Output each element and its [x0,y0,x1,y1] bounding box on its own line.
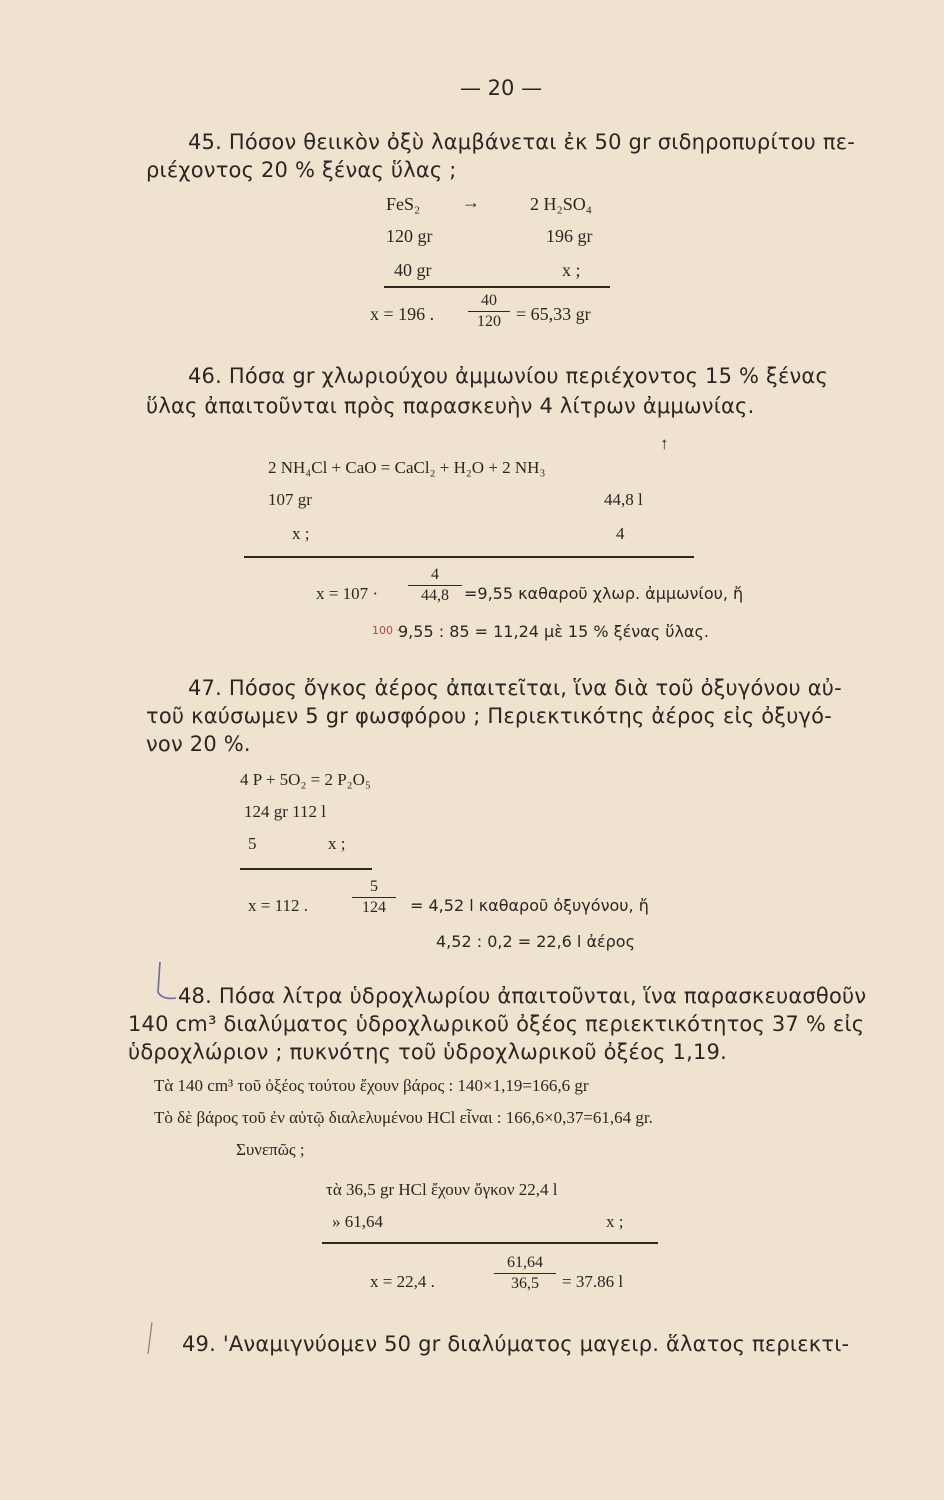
problem-45-solution-result: = 65,33 gr [516,304,591,324]
problem-48-question-line2: 140 cm³ διαλύματος ὑδροχλωρικοῦ ὀξέος περιεκτικότητος 37 % εἰς [128,1012,865,1036]
page-number: — 20 — [460,76,543,100]
problem-46-unknown: x ; [292,524,310,543]
problem-48-question-line3: ὑδροχλώριον ; πυκνότης τοῦ ὑδροχλωρικοῦ ὀξέος 1,19. [128,1040,727,1064]
fraction-bar [494,1273,556,1274]
problem-46-given: 4 [616,524,625,543]
problem-46-equation: 2 NH₄Cl + CaO = CaCl₂ + H₂O + 2 NH₃ [268,458,546,477]
problem-46-question-line1: 46. Πόσα gr χλωριούχου ἀμμωνίου περιέχοντος 15 % ξένας [188,364,828,388]
problem-48-question-line1: 48. Πόσα λίτρα ὑδροχλωρίου ἀπαιτοῦνται, ἵνα παρασκευασθοῦν [178,984,867,1008]
fraction-denominator: 36,5 [511,1275,539,1293]
problem-45-product: 2 H₂SO₄ [530,194,593,214]
handwritten-margin-note: 100 · [372,624,400,637]
fraction-bar [408,585,462,586]
problem-45-reactant: FeS₂ [386,194,421,214]
divider [244,556,694,558]
divider [240,868,372,870]
problem-45-fraction [468,292,510,331]
problem-48-given: » 61,64 [332,1212,383,1231]
fraction-numerator: 5 [370,878,378,895]
problem-49-question-line1: 49. 'Αναμιγνύομεν 50 gr διαλύματος μαγειρ. ἅλατος περιεκτι- [182,1332,850,1356]
problem-47-masses: 124 gr 112 l [244,802,327,821]
gas-arrow-icon: ↑ [660,434,669,453]
problem-46-line2: 9,55 : 85 = 11,24 μὲ 15 % ξένας ὕλας. [398,622,709,641]
problem-47-question-line3: νον 20 %. [146,732,251,756]
fraction-numerator: 4 [431,566,439,583]
problem-47-line2: 4,52 : 0,2 = 22,6 l ἀέρος [436,932,635,951]
fraction-numerator: 40 [481,292,497,309]
problem-46-solution-result: =9,55 καθαροῦ χλωρ. ἀμμωνίου, ἤ [464,584,744,603]
problem-45-solution-prefix: x = 196 . [370,304,435,324]
problem-48-relation: τὰ 36,5 gr HCl ἔχουν ὄγκον 22,4 l [326,1180,558,1199]
problem-48-solution-result: = 37.86 l [562,1272,624,1291]
problem-48-solution-prefix: x = 22,4 . [370,1272,435,1291]
problem-48-step3: Συνεπῶς ; [236,1140,305,1159]
problem-47-equation: 4 P + 5O₂ = 2 P₂O₅ [240,770,371,789]
problem-47-question-line2: τοῦ καύσωμεν 5 gr φωσφόρου ; Περιεκτικότης ἀέρος εἰς ὀξυγό- [146,704,833,728]
fraction-denominator: 44,8 [421,587,449,605]
problem-46-mass-reactant: 107 gr [268,490,312,509]
divider [322,1242,658,1244]
problem-46-question-line2: ὕλας ἀπαιτοῦνται πρὸς παρασκευὴν 4 λίτρων ἀμμωνίας. [146,394,755,418]
problem-47-fraction [352,878,396,917]
problem-47-solution-prefix: x = 112 . [248,896,308,915]
problem-48-step2: Τὸ δὲ βάρος τοῦ ἐν αὐτῷ διαλελυμένου HCl εἶναι : 166,6×0,37=61,64 gr. [154,1108,653,1127]
problem-45-mass-product: 196 gr [546,226,593,246]
problem-46-fraction [408,566,462,605]
problem-46-volume-product: 44,8 l [604,490,643,509]
problem-45-unknown: x ; [562,260,581,280]
arrow-icon: → [462,192,480,212]
problem-45-given: 40 gr [394,260,432,280]
fraction-denominator: 120 [477,313,501,331]
problem-45-question-line2: ριέχοντος 20 % ξένας ὕλας ; [146,158,457,182]
problem-47-question-line1: 47. Πόσος ὄγκος ἀέρος ἀπαιτεῖται, ἵνα διὰ τοῦ ὀξυγόνου αὐ- [188,676,842,700]
problem-47-unknown: x ; [328,834,346,853]
pencil-tick-icon [140,1320,160,1360]
divider [384,286,610,288]
problem-46-solution-prefix: x = 107 · [316,584,378,603]
problem-47-solution-result: = 4,52 l καθαροῦ ὀξυγόνου, ἤ [410,896,649,915]
fraction-bar [468,311,510,312]
problem-48-fraction [494,1254,556,1293]
problem-47-given: 5 [248,834,257,853]
problem-45-question-line1: 45. Πόσον θειικὸν ὀξὺ λαμβάνεται ἐκ 50 gr σιδηροπυρίτου πε- [188,130,856,154]
fraction-denominator: 124 [362,899,386,917]
problem-48-step1: Τὰ 140 cm³ τοῦ ὀξέος τούτου ἔχουν βάρος : 140×1,19=166,6 gr [154,1076,589,1095]
problem-45-mass-reactant: 120 gr [386,226,433,246]
problem-48-unknown: x ; [606,1212,624,1231]
fraction-numerator: 61,64 [507,1254,543,1271]
fraction-bar [352,897,396,898]
